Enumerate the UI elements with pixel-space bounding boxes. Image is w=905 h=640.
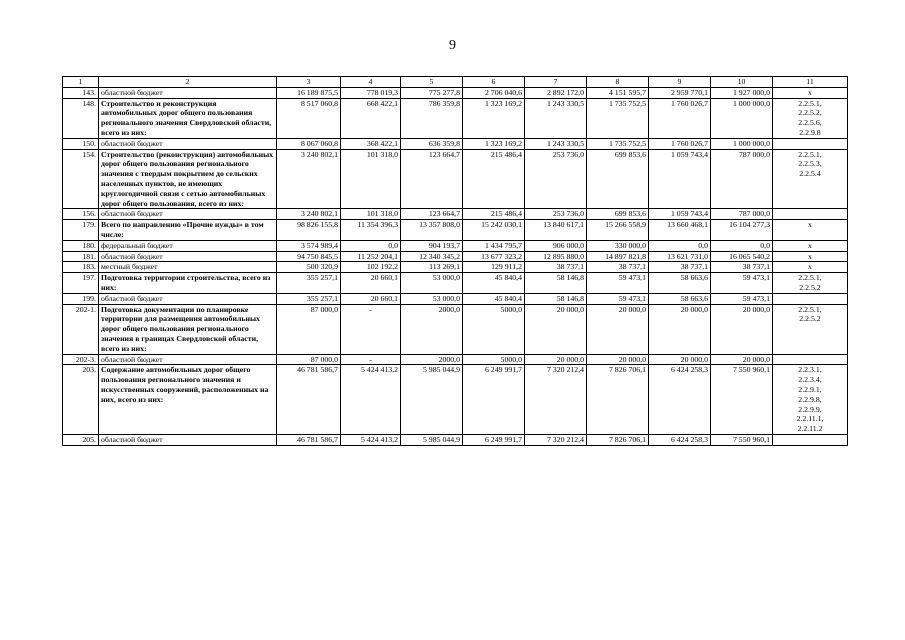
value-cell: 0,0 xyxy=(711,240,773,251)
table-row xyxy=(63,251,848,262)
reference-cell: x xyxy=(773,240,848,251)
reference-cell: 2.2.5.1, 2.2.5.2 xyxy=(773,304,848,354)
value-cell: 16 104 277,3 xyxy=(711,220,773,241)
value-cell: 2000,0 xyxy=(401,304,463,354)
value-cell: 46 781 586,7 xyxy=(277,365,341,435)
value-cell: 20 660,1 xyxy=(341,273,401,294)
table-row xyxy=(63,220,848,241)
column-header: 5 xyxy=(401,77,463,88)
value-cell: 215 486,4 xyxy=(463,149,525,209)
row-number: 202-1. xyxy=(63,304,99,354)
value-cell: 906 000,0 xyxy=(525,240,587,251)
value-cell: 8 067 060,8 xyxy=(277,138,341,149)
row-name: областной бюджет xyxy=(99,138,277,149)
table-row xyxy=(63,354,848,365)
column-header: 3 xyxy=(277,77,341,88)
column-header: 11 xyxy=(773,77,848,88)
column-header: 2 xyxy=(99,77,277,88)
column-header: 7 xyxy=(525,77,587,88)
value-cell: 46 781 586,7 xyxy=(277,434,341,445)
value-cell: 636 359,8 xyxy=(401,138,463,149)
reference-cell xyxy=(773,434,848,445)
row-number: 150. xyxy=(63,138,99,149)
value-cell: 13 840 617,1 xyxy=(525,220,587,241)
column-number-row xyxy=(63,77,848,88)
row-number: 183. xyxy=(63,262,99,273)
value-cell: 113 269,1 xyxy=(401,262,463,273)
value-cell: 38 737,1 xyxy=(525,262,587,273)
row-name: областной бюджет xyxy=(99,354,277,365)
table-row xyxy=(63,365,848,435)
value-cell: 1 243 330,5 xyxy=(525,138,587,149)
page-number: 9 xyxy=(449,38,456,53)
value-cell: 59 473,1 xyxy=(711,273,773,294)
row-number: 199. xyxy=(63,293,99,304)
value-cell: 15 266 558,9 xyxy=(587,220,649,241)
value-cell: 699 853,6 xyxy=(587,149,649,209)
table-row xyxy=(63,293,848,304)
value-cell: 58 146,8 xyxy=(525,293,587,304)
value-cell: 16 065 540,2 xyxy=(711,251,773,262)
row-name: местный бюджет xyxy=(99,262,277,273)
value-cell: 500 320,9 xyxy=(277,262,341,273)
value-cell: 5000,0 xyxy=(463,354,525,365)
value-cell: 20 000,0 xyxy=(525,304,587,354)
value-cell: 1 000 000,0 xyxy=(711,138,773,149)
row-number: 203. xyxy=(63,365,99,435)
row-name: Содержание автомобильных дорог общего пользования регионального значения и искусственных сооружений, расположенных на них, всего из них: xyxy=(99,365,277,435)
row-number: 148. xyxy=(63,98,99,138)
value-cell: 45 840,4 xyxy=(463,273,525,294)
value-cell: 787 000,0 xyxy=(711,149,773,209)
value-cell: 123 664,7 xyxy=(401,209,463,220)
value-cell: 59 473,1 xyxy=(711,293,773,304)
column-header: 4 xyxy=(341,77,401,88)
value-cell: 12 340 345,2 xyxy=(401,251,463,262)
value-cell: 94 750 845,5 xyxy=(277,251,341,262)
value-cell: 20 000,0 xyxy=(649,304,711,354)
value-cell: 1 927 000,0 xyxy=(711,87,773,98)
value-cell: 7 550 960,1 xyxy=(711,434,773,445)
value-cell: 0,0 xyxy=(341,240,401,251)
column-header: 10 xyxy=(711,77,773,88)
value-cell: 98 826 155,8 xyxy=(277,220,341,241)
table-row xyxy=(63,149,848,209)
value-cell: 12 895 880,0 xyxy=(525,251,587,262)
row-number: 205. xyxy=(63,434,99,445)
value-cell: 3 574 989,4 xyxy=(277,240,341,251)
column-header: 1 xyxy=(63,77,99,88)
row-name: областной бюджет xyxy=(99,87,277,98)
value-cell: 1 000 000,0 xyxy=(711,98,773,138)
value-cell: 775 277,8 xyxy=(401,87,463,98)
table-row xyxy=(63,262,848,273)
column-header: 6 xyxy=(463,77,525,88)
value-cell: 5 985 044,9 xyxy=(401,434,463,445)
value-cell: 20 000,0 xyxy=(525,354,587,365)
reference-cell xyxy=(773,354,848,365)
value-cell: 668 422,1 xyxy=(341,98,401,138)
value-cell: 101 318,0 xyxy=(341,149,401,209)
column-header: 8 xyxy=(587,77,649,88)
value-cell: 6 424 258,3 xyxy=(649,365,711,435)
row-name: Строительство (реконструкция) автомобильных дорог общего пользования регионального значения с твердым покрытием до сельских населенных пунктов, не имеющих круглогодичной связи с сетью автомобильных дорог общего пользования, всего из них: xyxy=(99,149,277,209)
reference-cell: x xyxy=(773,87,848,98)
value-cell: 20 000,0 xyxy=(587,354,649,365)
row-name: Подготовка территории строительства, всего из них: xyxy=(99,273,277,294)
value-cell: 6 424 258,3 xyxy=(649,434,711,445)
row-name: Всего по направлению «Прочие нужды» в том числе: xyxy=(99,220,277,241)
value-cell: 1 059 743,4 xyxy=(649,209,711,220)
value-cell: 215 486,4 xyxy=(463,209,525,220)
value-cell: 1 323 169,2 xyxy=(463,138,525,149)
value-cell: 368 422,1 xyxy=(341,138,401,149)
reference-cell: 2.2.5.1, 2.2.5.3, 2.2.5.4 xyxy=(773,149,848,209)
reference-cell xyxy=(773,209,848,220)
row-number: 154. xyxy=(63,149,99,209)
value-cell: 87 000,0 xyxy=(277,304,341,354)
value-cell: 1 735 752,5 xyxy=(587,98,649,138)
table-row xyxy=(63,434,848,445)
column-header: 9 xyxy=(649,77,711,88)
value-cell: 13 621 731,0 xyxy=(649,251,711,262)
value-cell: 101 318,0 xyxy=(341,209,401,220)
value-cell: 20 660,1 xyxy=(341,293,401,304)
table-row xyxy=(63,304,848,354)
reference-cell: 2.2.3.1, 2.2.3.4, 2.2.9.1, 2.2.9.8, 2.2.9.9, 2.2.11.1, 2.2.11.2 xyxy=(773,365,848,435)
value-cell: 1 059 743,4 xyxy=(649,149,711,209)
reference-cell xyxy=(773,138,848,149)
row-name: федеральный бюджет xyxy=(99,240,277,251)
value-cell: 58 663,6 xyxy=(649,273,711,294)
value-cell: 8 517 060,8 xyxy=(277,98,341,138)
table-body xyxy=(63,77,848,446)
value-cell: 2 959 770,1 xyxy=(649,87,711,98)
value-cell: 2000,0 xyxy=(401,354,463,365)
value-cell: 20 000,0 xyxy=(649,354,711,365)
value-cell: 4 151 595,7 xyxy=(587,87,649,98)
value-cell: 786 359,8 xyxy=(401,98,463,138)
value-cell: 5 985 044,9 xyxy=(401,365,463,435)
value-cell: 14 897 821,8 xyxy=(587,251,649,262)
value-cell: 904 193,7 xyxy=(401,240,463,251)
value-cell: 1 323 169,2 xyxy=(463,98,525,138)
value-cell: - xyxy=(341,354,401,365)
value-cell: 3 240 802,1 xyxy=(277,149,341,209)
value-cell: 7 550 960,1 xyxy=(711,365,773,435)
table-row xyxy=(63,87,848,98)
reference-cell: 2.2.5.1, 2.2.5.2 xyxy=(773,273,848,294)
value-cell: - xyxy=(341,304,401,354)
value-cell: 7 320 212,4 xyxy=(525,365,587,435)
budget-table xyxy=(62,76,848,446)
row-number: 197. xyxy=(63,273,99,294)
value-cell: 38 737,1 xyxy=(587,262,649,273)
value-cell: 253 736,0 xyxy=(525,209,587,220)
value-cell: 11 252 204,1 xyxy=(341,251,401,262)
value-cell: 16 189 875,5 xyxy=(277,87,341,98)
value-cell: 1 434 795,7 xyxy=(463,240,525,251)
value-cell: 1 760 026,7 xyxy=(649,138,711,149)
row-name: областной бюджет xyxy=(99,434,277,445)
row-number: 181. xyxy=(63,251,99,262)
reference-cell: x xyxy=(773,220,848,241)
row-name: областной бюджет xyxy=(99,251,277,262)
table-row xyxy=(63,273,848,294)
value-cell: 45 840,4 xyxy=(463,293,525,304)
value-cell: 3 240 802,1 xyxy=(277,209,341,220)
value-cell: 7 826 706,1 xyxy=(587,365,649,435)
value-cell: 6 249 991,7 xyxy=(463,434,525,445)
value-cell: 20 000,0 xyxy=(711,304,773,354)
value-cell: 778 019,3 xyxy=(341,87,401,98)
value-cell: 6 249 991,7 xyxy=(463,365,525,435)
reference-cell: 2.2.5.1, 2.2.5.2, 2.2.5.6, 2.2.9.8 xyxy=(773,98,848,138)
value-cell: 699 853,6 xyxy=(587,209,649,220)
value-cell: 38 737,1 xyxy=(711,262,773,273)
reference-cell: x xyxy=(773,262,848,273)
value-cell: 59 473,1 xyxy=(587,273,649,294)
row-name: областной бюджет xyxy=(99,293,277,304)
value-cell: 330 000,0 xyxy=(587,240,649,251)
value-cell: 123 664,7 xyxy=(401,149,463,209)
row-number: 156. xyxy=(63,209,99,220)
value-cell: 1 735 752,5 xyxy=(587,138,649,149)
value-cell: 102 192,2 xyxy=(341,262,401,273)
value-cell: 15 242 030,1 xyxy=(463,220,525,241)
value-cell: 1 243 330,5 xyxy=(525,98,587,138)
value-cell: 0,0 xyxy=(649,240,711,251)
value-cell: 13 357 808,0 xyxy=(401,220,463,241)
value-cell: 58 146,8 xyxy=(525,273,587,294)
value-cell: 59 473,1 xyxy=(587,293,649,304)
value-cell: 5 424 413,2 xyxy=(341,434,401,445)
value-cell: 7 320 212,4 xyxy=(525,434,587,445)
row-number: 143. xyxy=(63,87,99,98)
value-cell: 87 000,0 xyxy=(277,354,341,365)
value-cell: 11 354 396,3 xyxy=(341,220,401,241)
reference-cell: x xyxy=(773,251,848,262)
value-cell: 355 257,1 xyxy=(277,293,341,304)
table-row xyxy=(63,138,848,149)
value-cell: 2 892 172,0 xyxy=(525,87,587,98)
value-cell: 13 660 468,1 xyxy=(649,220,711,241)
value-cell: 129 911,2 xyxy=(463,262,525,273)
value-cell: 355 257,1 xyxy=(277,273,341,294)
value-cell: 5000,0 xyxy=(463,304,525,354)
reference-cell xyxy=(773,293,848,304)
table-row xyxy=(63,98,848,138)
row-number: 179. xyxy=(63,220,99,241)
value-cell: 38 737,1 xyxy=(649,262,711,273)
value-cell: 20 000,0 xyxy=(711,354,773,365)
table-row xyxy=(63,240,848,251)
row-name: областной бюджет xyxy=(99,209,277,220)
value-cell: 53 000,0 xyxy=(401,293,463,304)
value-cell: 1 760 026,7 xyxy=(649,98,711,138)
value-cell: 13 677 323,2 xyxy=(463,251,525,262)
value-cell: 5 424 413,2 xyxy=(341,365,401,435)
value-cell: 253 736,0 xyxy=(525,149,587,209)
row-number: 202-3. xyxy=(63,354,99,365)
value-cell: 53 000,0 xyxy=(401,273,463,294)
row-name: Строительство и реконструкция автомобильных дорог общего пользования регионального значения Свердловской области, всего из них: xyxy=(99,98,277,138)
value-cell: 7 826 706,1 xyxy=(587,434,649,445)
table-row xyxy=(63,209,848,220)
row-number: 180. xyxy=(63,240,99,251)
row-name: Подготовка документации по планировке территории для размещения автомобильных дорог общего пользования регионального значения в границах Свердловской области, всего из них: xyxy=(99,304,277,354)
value-cell: 58 663,6 xyxy=(649,293,711,304)
value-cell: 2 706 040,6 xyxy=(463,87,525,98)
value-cell: 20 000,0 xyxy=(587,304,649,354)
value-cell: 787 000,0 xyxy=(711,209,773,220)
